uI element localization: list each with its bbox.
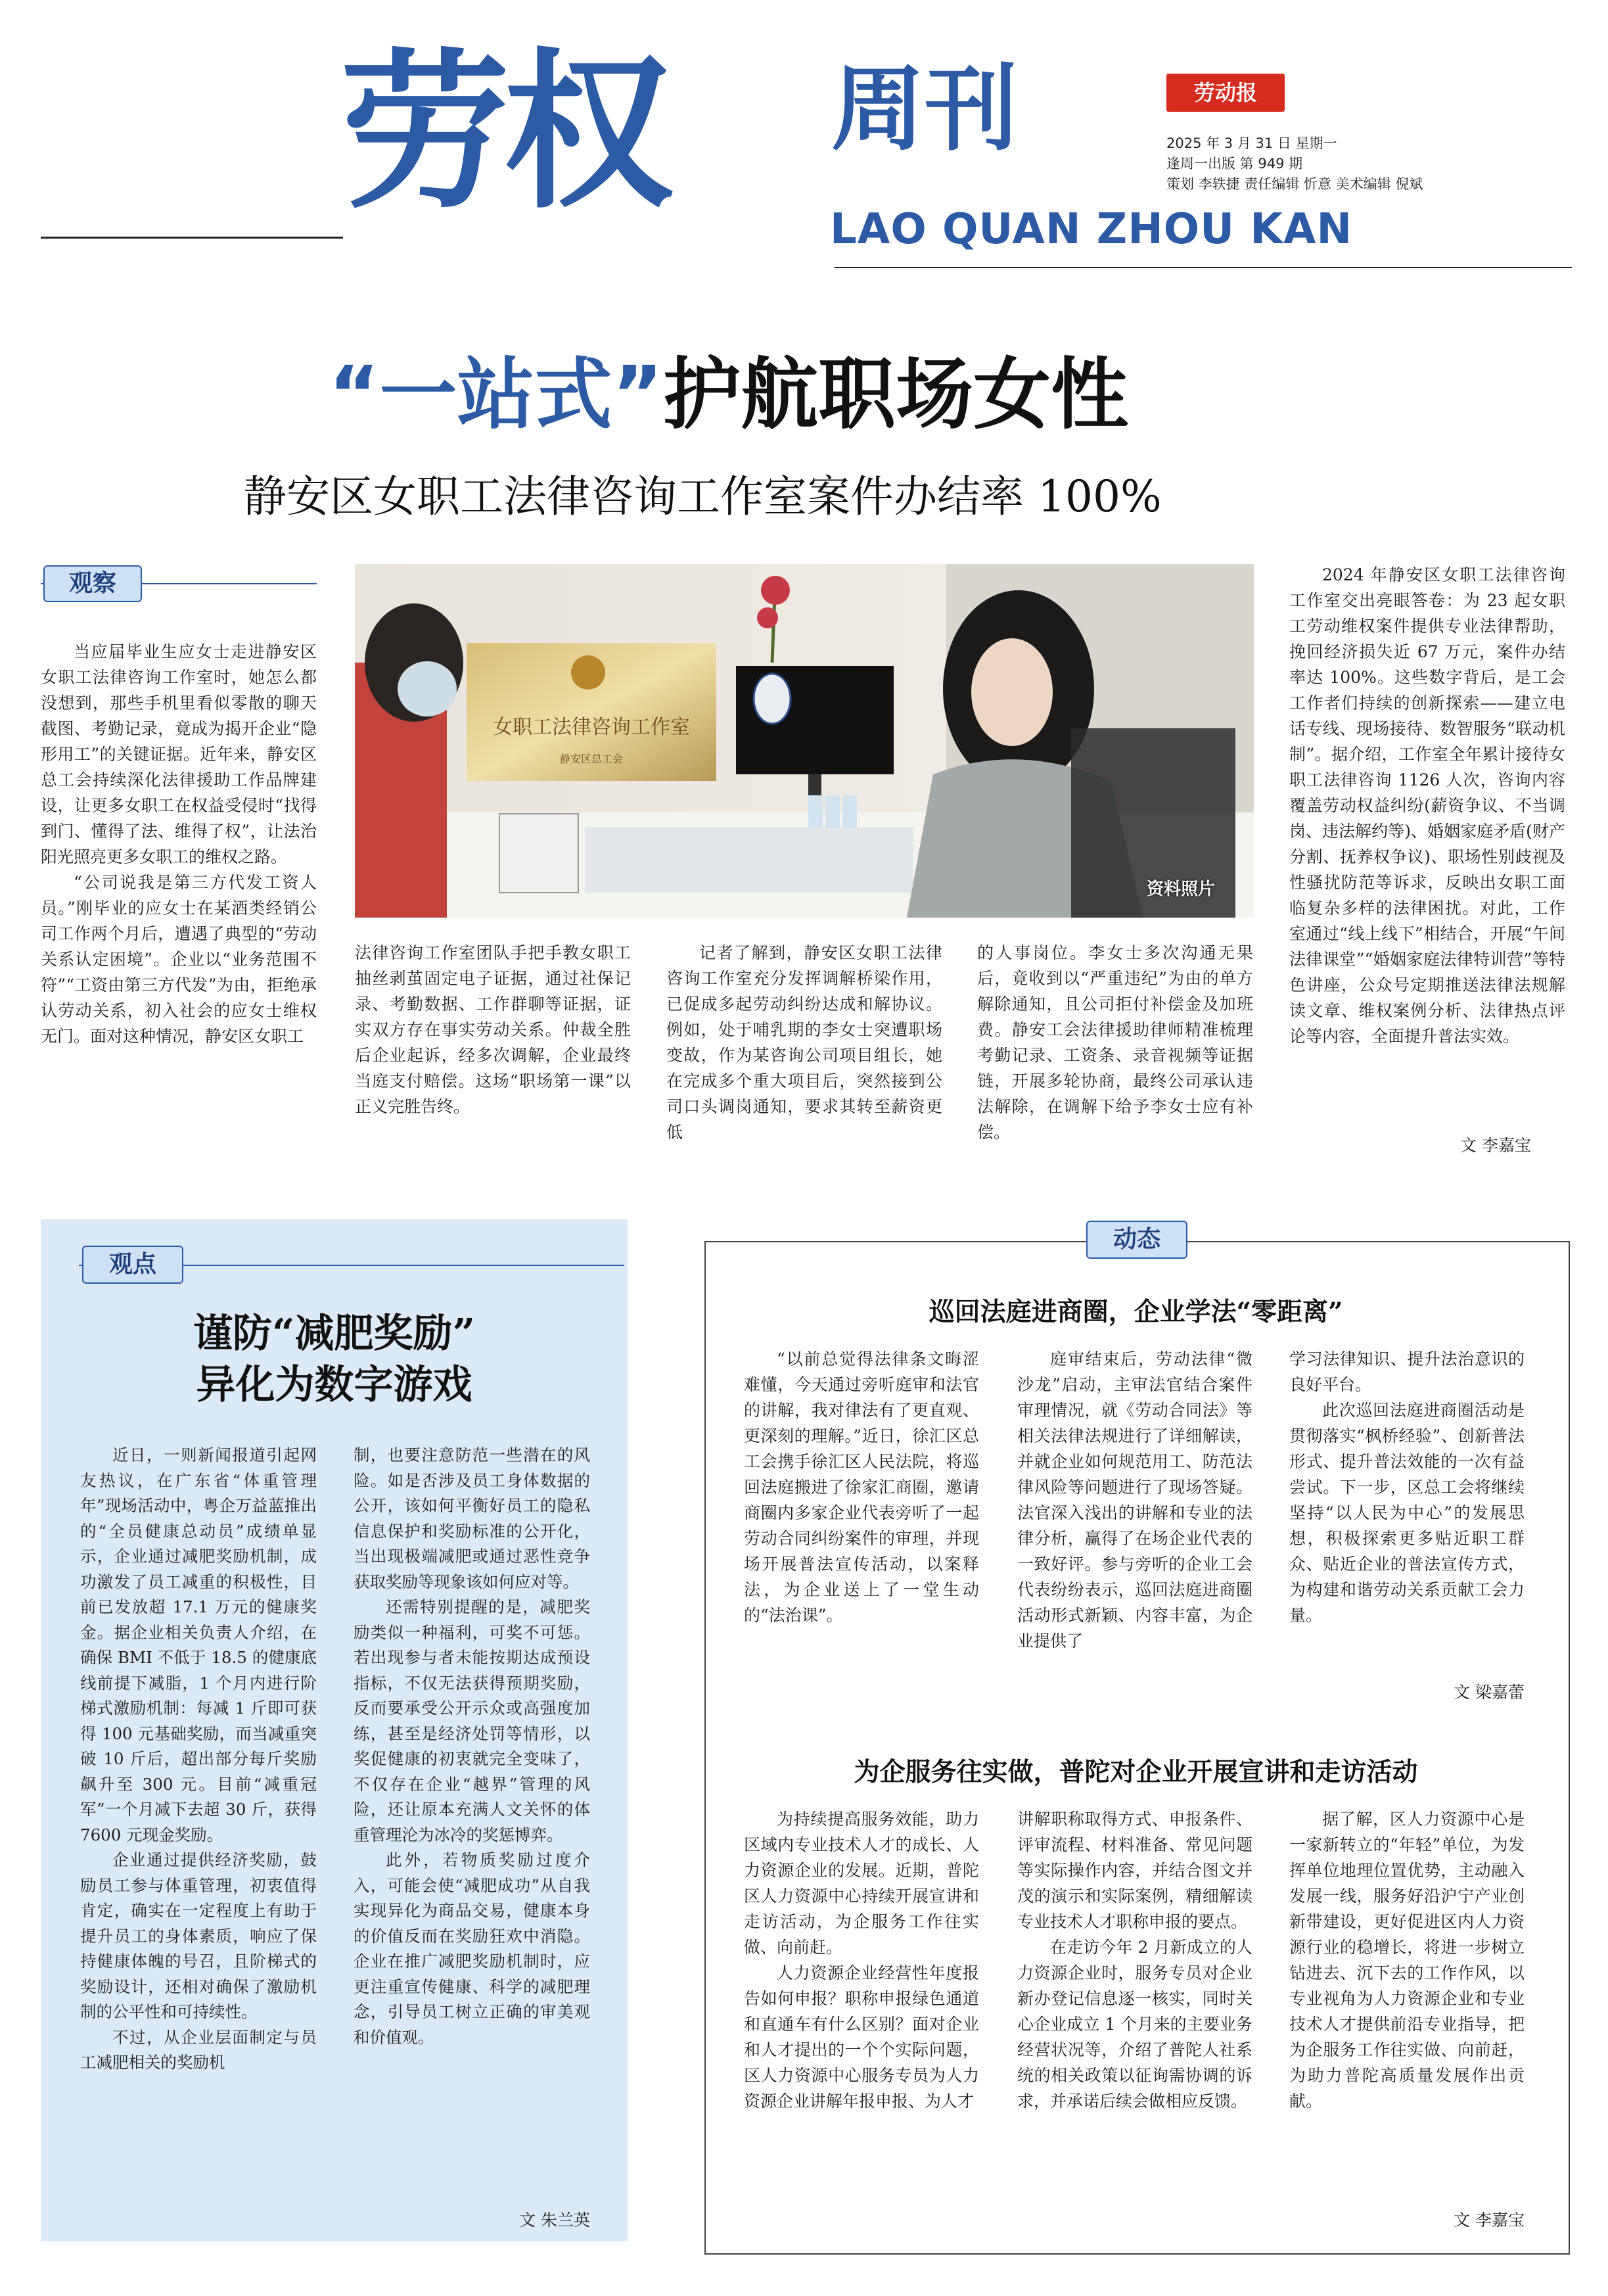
dynamics-story1-col3-para1: 学习法律知识、提升法治意识的良好平台。 [1289, 1349, 1525, 1394]
lead-photo [355, 564, 1254, 918]
lead-headline-rest: 护航职场女性 [663, 349, 1129, 440]
lead-col3 [666, 940, 942, 1145]
dynamics-story1-col2 [1017, 1346, 1252, 1654]
opinion-col1-para3: 不过，从企业层面制定与员工减肥相关的奖励机 [80, 2027, 317, 2072]
lead-col4 [977, 940, 1253, 1145]
lead-col3-para: 记者了解到，静安区女职工法律咨询工作室充分发挥调解桥梁作用，已促成多起劳动纠纷达成和解协议。例如，处于哺乳期的李女士突遭职场变故，作为某咨询公司项目组长，她在完成多个重大项目后，突然接到公司口头调岗通知，要求其转至薪资更低 [666, 943, 942, 1142]
lead-col2-para: 法律咨询工作室团队手把手教女职工抽丝剥茧固定电子证据，通过社保记录、考勤数据、工作群聊等证据，证实双方存在事实劳动关系。仲裁全胜后企业起诉，经多次调解，企业最终当庭支付赔偿。这场“职场第一课”以正义完胜告终。 [355, 943, 631, 1116]
opinion-col1-para2: 企业通过提供经济奖励，鼓励员工参与体重管理，初衷值得肯定，确实在一定程度上有助于提升员工的身体素质，响应了保持健康体魄的号召，且阶梯式的奖励设计，还相对确保了激励机制的公平性和可持续性。 [80, 1850, 317, 2021]
lead-headline-quoted: “一站式” [329, 349, 664, 440]
lead-col2 [355, 940, 631, 1119]
opinion-title [41, 1308, 628, 1411]
dynamics-story1-col1-para: “以前总觉得法律条文晦涩难懂，今天通过旁听庭审和法官的讲解，我对律法有了更直观、更深刻的理解。”近日，徐汇区总工会携手徐汇区人民法院，将巡回法庭搬进了徐家汇商圈，邀请商圈内多家企业代表旁听了一起劳动合同纠纷案件的审理，并现场开展普法宣传活动，以案释法，为企业送上了一堂生动的“法治课”。 [744, 1349, 979, 1625]
plaque-subtext: 静安区总工会 [559, 753, 624, 765]
opinion-col2-para1: 制，也要注意防范一些潜在的风险。如是否涉及员工身体数据的公开，该如何平衡好员工的隐私信息保护和奖励标准的公开化，当出现极端减肥或通过恶性竞争获取奖励等现象该如何应对等。 [354, 1445, 590, 1591]
dynamics-story1-col1 [744, 1346, 979, 1628]
dynamics-story2-col1-para1: 为持续提高服务效能，助力区域内专业技术人才的成长、人力资源企业的发展。近期，普陀区人力资源中心持续开展宣讲和走访活动，为企服务工作往实做、向前赶。 [744, 1810, 979, 1957]
masthead-rule-left [41, 237, 343, 239]
dynamics-story2-col1-para2: 人力资源企业经营性年度报告如何申报？职称申报绿色通道和直通车有什么区别？面对企业和人才提出的一个个实际问题，区人力资源中心服务专员为人力资源企业讲解年报申报、为人才 [744, 1963, 979, 2111]
lead-headline [329, 332, 1128, 444]
lead-col1-para2: “公司说我是第三方代发工资人员。”刚毕业的应女士在某酒类经销公司工作两个月后，遭遇了典型的“劳动关系认定困境”。企业以“业务范围不符”“工资由第三方代发”为由，拒绝承认劳动关系，初入社会的应女士维权无门。面对这种情况，静安区女职工 [41, 873, 317, 1046]
section-tag-observation: 观察 [43, 565, 142, 602]
dynamics-story2-title: 为企服务往实做，普陀对企业开展宣讲和走访活动 [854, 1757, 1418, 1787]
dynamics-story2-byline: 文 李嘉宝 [1454, 2211, 1525, 2230]
dynamics-story2-col2 [1017, 1806, 1252, 2114]
dynamics-story1-col3 [1289, 1346, 1525, 1628]
lead-col5-para: 2024 年静安区女职工法律咨询工作室交出亮眼答卷：为 23 起女职工劳动维权案件提供专业法律帮助，挽回经济损失近 67 万元，案件办结率达 100%。这些数字背后，是工会工作者们持续的创新探索——建立电话专线、现场接待、数智服务“联动机制”。据介绍，工作室全年累计接待女职工法律咨询 1126 人次，咨询内容覆盖劳动权益纠纷(薪资争议、不当调岗、违法解约等)、婚姻家庭矛盾(财产分割、抚养权争议)、职场性别歧视及性骚扰防范等诉求，反映出女职工面临复杂多样的法律困扰。对此，工作室通过“线上线下”相结合，开展“午间法律课堂”“婚姻家庭法律特训营”等特色讲座，公众号定期推送法律法规解读文章、维权案例分析、法律热点评论等内容，全面提升普法实效。 [1289, 565, 1565, 1046]
plaque-text: 女职工法律咨询工作室 [493, 716, 690, 739]
masthead-rule-right [835, 267, 1572, 268]
dynamics-story2-col3 [1289, 1806, 1525, 2114]
masthead-title-big: 劳权 [340, 34, 666, 231]
lead-byline: 文 李嘉宝 [1460, 1136, 1531, 1155]
opinion-col2 [354, 1443, 590, 2050]
photo-credit: 资料照片 [1147, 879, 1216, 899]
issue-date: 2025 年 3 月 31 日 星期一 [1166, 135, 1337, 151]
section-tag-dynamics: 动态 [1086, 1221, 1187, 1259]
dynamics-story2-col2-para1: 讲解职称取得方式、申报条件、评审流程、材料准备、常见问题等实际操作内容，并结合图文并茂的演示和实际案例，精细解读专业技术人才职称申报的要点。 [1017, 1810, 1252, 1931]
opinion-col1 [80, 1443, 317, 2076]
dynamics-story1-col3-para2: 此次巡回法庭进商圈活动是贯彻落实“枫桥经验”、创新普法形式、提升普法效能的一次有益尝试。下一步，区总工会将继续坚持“以人民为中心”的发展思想，积极探索更多贴近职工群众、贴近企业的普法宣传方式，为构建和谐劳动关系贡献工会力量。 [1289, 1401, 1525, 1625]
opinion-col2-para3: 此外，若物质奖励过度介入，可能会使“减肥成功”从自我实现异化为商品交易，健康本身的价值反而在奖励狂欢中消隐。企业在推广减肥奖励机制时，应更注重宣传健康、科学的减肥理念，引导员工树立正确的审美观和价值观。 [354, 1850, 590, 2047]
dynamics-story2-col1 [744, 1806, 979, 2114]
dynamics-story2-col3-para: 据了解，区人力资源中心是一家新转立的“年轻”单位，为发挥单位地理位置优势，主动融入发展一线，服务好沿沪宁产业创新带建设，更好促进区内人力资源行业的稳增长，将进一步树立钻进去、沉下去的工作作风，以专业视角为人力资源企业和专业技术人才提供前沿专业指导，把为企服务工作往实做、向前赶，为助力普陀高质量发展作出贡献。 [1289, 1810, 1525, 2111]
lead-col1-para1: 当应届毕业生应女士走进静安区女职工法律咨询工作室时，她怎么都没想到，那些手机里看似零散的聊天截图、考勤记录，竟成为揭开企业“隐形用工”的关键证据。近年来，静安区总工会持续深化法律援助工作品牌建设，让更多女职工在权益受侵时“找得到门、懂得了法、维得了权”，让法治阳光照亮更多女职工的维权之路。 [41, 642, 317, 866]
lead-col1 [41, 639, 317, 1049]
opinion-col1-para1: 近日，一则新闻报道引起网友热议，在广东省“体重管理年”现场活动中，粤企万益蓝推出的“全员健康总动员”成绩单显示，企业通过减肥奖励机制，成功激发了员工减重的积极性，目前已发放超 17.1 万元的健康奖金。据企业相关负责人介绍，在确保 BMI 不低于 18.5 的健康底线前提下减脂，1 个月内进行阶梯式激励机制：每减 1 斤即可获得 100 元基础奖励，而当减重突破 10 斤后，超出部分每斤奖励飙升至 300 元。目前“减重冠军”一个月减下去超 30 斤，获得 7600 元现金奖励。 [80, 1445, 317, 1844]
newspaper-logo: 劳动报 [1166, 74, 1285, 112]
section-tag-opinion: 观点 [82, 1246, 183, 1284]
opinion-title-line2: 异化为数字游戏 [196, 1362, 472, 1408]
opinion-title-line1: 谨防“减肥奖励” [193, 1311, 476, 1357]
dynamics-story1-byline: 文 梁嘉蕾 [1454, 1683, 1525, 1702]
masthead-pinyin: LAO QUAN ZHOU KAN [830, 205, 1353, 254]
opinion-col2-para2: 还需特别提醒的是，减肥奖励类似一种福利，可奖不可惩。若出现参与者未能按期达成预设指标，不仅无法获得预期奖励，反而要承受公开示众或高强度加练，甚至是经济处罚等情形，以奖促健康的初衷就完全变味了，不仅存在企业“越界”管理的风险，还让原本充满人文关怀的体重管理沦为冰冷的奖惩博弈。 [354, 1597, 590, 1844]
dynamics-story2-col2-para2: 在走访今年 2 月新成立的人力资源企业时，服务专员对企业新办登记信息逐一核实，同时关心企业成立 1 个月来的主要业务经营状况等，介绍了普陀人社系统的相关政策以征询需协调的诉求，并承诺后续会做相应反馈。 [1017, 1938, 1252, 2111]
lead-col4-para: 的人事岗位。李女士多次沟通无果后，竟收到以“严重违纪”为由的单方解除通知，且公司拒付补偿金及加班费。静安工会法律援助律师精准梳理考勤记录、工资条、录音视频等证据链，开展多轮协商，最终公司承认违法解除，在调解下给予李女士应有补偿。 [977, 943, 1253, 1142]
issue-number: 逢周一出版 第 949 期 [1166, 156, 1303, 172]
issue-credits: 策划 李轶捷 责任编辑 忻意 美术编辑 倪斌 [1166, 176, 1423, 192]
dynamics-story1-col2-para: 庭审结束后，劳动法律“微沙龙”启动，主审法官结合案件审理情况，就《劳动合同法》等相关法律法规进行了详细解读，并就企业如何规范用工、防范法律风险等问题进行了现场答疑。法官深入浅出的讲解和专业的法律分析，赢得了在场企业代表的一致好评。参与旁听的企业工会代表纷纷表示，巡回法庭进商圈活动形式新颖、内容丰富，为企业提供了 [1017, 1349, 1252, 1651]
dynamics-story1-title: 巡回法庭进商圈，企业学法“零距离” [929, 1297, 1343, 1327]
lead-col5 [1289, 562, 1565, 1049]
masthead-title-mid: 周刊 [831, 55, 1018, 164]
opinion-byline: 文 朱兰英 [519, 2211, 590, 2230]
lead-subhead: 静安区女职工法律咨询工作室案件办结率 100% [243, 471, 1162, 522]
